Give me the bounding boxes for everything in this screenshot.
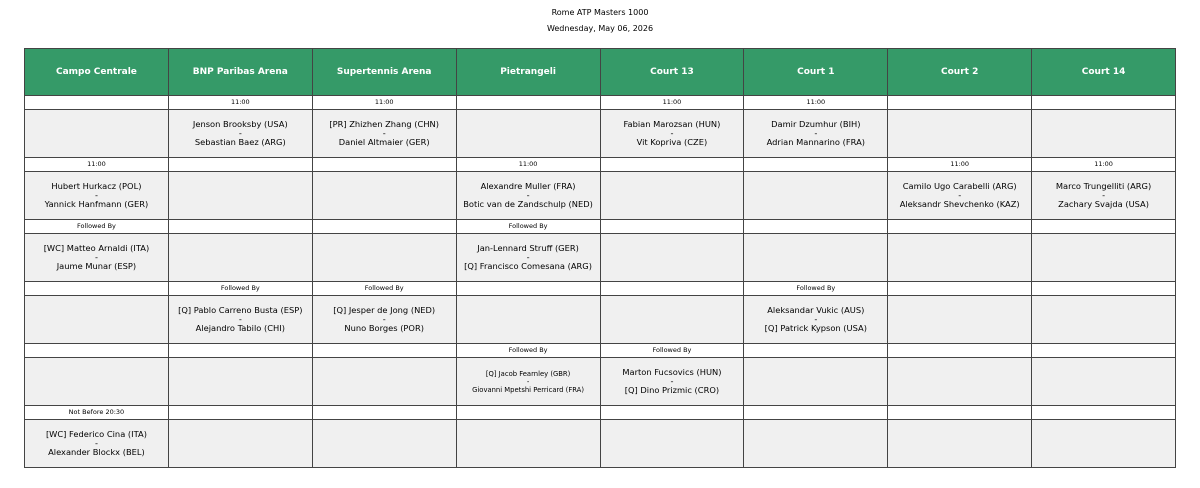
player-two: [Q] Dino Prizmic (CRO) xyxy=(624,385,720,395)
player-two: Alejandro Tabilo (CHI) xyxy=(195,323,285,333)
start-time-label xyxy=(25,96,169,110)
start-time-label xyxy=(600,406,744,420)
start-time-label: Followed By xyxy=(456,220,600,234)
match-separator: - xyxy=(94,190,98,200)
match-separator: - xyxy=(670,376,674,386)
match-row xyxy=(25,358,1176,406)
time-row xyxy=(25,344,1176,358)
player-two: Alexander Blockx (BEL) xyxy=(48,447,145,457)
player-one: Hubert Hurkacz (POL) xyxy=(51,181,142,191)
match-separator: - xyxy=(94,252,98,262)
empty-cell xyxy=(312,234,456,282)
start-time-label: 11:00 xyxy=(600,96,744,110)
empty-cell xyxy=(744,420,888,468)
start-time-label xyxy=(1032,282,1176,296)
player-one: Jenson Brooksby (USA) xyxy=(192,119,288,129)
match-cell xyxy=(456,172,600,220)
match-separator: - xyxy=(814,314,818,324)
empty-cell xyxy=(456,420,600,468)
court-header-bnp-paribas-arena: BNP Paribas Arena xyxy=(168,49,312,96)
match-separator: - xyxy=(526,190,530,200)
match-cell xyxy=(744,110,888,158)
time-row xyxy=(25,220,1176,234)
player-one: Fabian Marozsan (HUN) xyxy=(623,119,721,129)
court-header-court-2: Court 2 xyxy=(888,49,1032,96)
start-time-label xyxy=(168,220,312,234)
player-two: [Q] Patrick Kypson (USA) xyxy=(764,323,867,333)
start-time-label xyxy=(888,282,1032,296)
player-two: Botic van de Zandschulp (NED) xyxy=(463,199,593,209)
match-row xyxy=(25,296,1176,344)
match-cell xyxy=(25,420,169,468)
start-time-label xyxy=(25,282,169,296)
match-row xyxy=(25,172,1176,220)
player-one: [Q] Jacob Fearnley (GBR) xyxy=(485,369,571,378)
player-one: [WC] Matteo Arnaldi (ITA) xyxy=(43,243,150,253)
match-separator: - xyxy=(94,438,98,448)
match-cell xyxy=(312,110,456,158)
order-of-play-table xyxy=(24,48,1176,468)
court-header-court-14: Court 14 xyxy=(1032,49,1176,96)
empty-cell xyxy=(888,296,1032,344)
player-two: Zachary Svajda (USA) xyxy=(1058,199,1149,209)
start-time-label xyxy=(744,406,888,420)
time-row xyxy=(25,96,1176,110)
player-two: Giovanni Mpetshi Perricard (FRA) xyxy=(472,385,584,394)
empty-cell xyxy=(1032,110,1176,158)
start-time-label: Followed By xyxy=(25,220,169,234)
start-time-label xyxy=(1032,406,1176,420)
start-time-label xyxy=(168,158,312,172)
match-cell xyxy=(1032,172,1176,220)
match-cell xyxy=(168,296,312,344)
start-time-label xyxy=(456,282,600,296)
empty-cell xyxy=(888,420,1032,468)
empty-cell xyxy=(456,296,600,344)
start-time-label xyxy=(456,96,600,110)
start-time-label: Followed By xyxy=(312,282,456,296)
empty-cell xyxy=(1032,234,1176,282)
player-one: [Q] Jesper de Jong (NED) xyxy=(333,305,436,315)
empty-cell xyxy=(456,110,600,158)
match-separator: - xyxy=(238,128,242,138)
match-row xyxy=(25,234,1176,282)
match-separator: - xyxy=(526,252,530,262)
empty-cell xyxy=(600,234,744,282)
start-time-label xyxy=(312,344,456,358)
player-one: Jan-Lennard Struff (GER) xyxy=(477,243,579,253)
start-time-label xyxy=(312,158,456,172)
match-cell xyxy=(168,110,312,158)
start-time-label xyxy=(1032,220,1176,234)
empty-cell xyxy=(168,358,312,406)
start-time-label xyxy=(888,96,1032,110)
start-time-label xyxy=(1032,344,1176,358)
match-cell xyxy=(744,296,888,344)
match-separator: - xyxy=(382,314,386,324)
empty-cell xyxy=(25,110,169,158)
player-two: Adrian Mannarino (FRA) xyxy=(766,137,865,147)
empty-cell xyxy=(1032,420,1176,468)
start-time-label xyxy=(888,220,1032,234)
start-time-label: 11:00 xyxy=(744,96,888,110)
empty-cell xyxy=(312,420,456,468)
player-one: [Q] Pablo Carreno Busta (ESP) xyxy=(178,305,303,315)
start-time-label xyxy=(744,158,888,172)
court-header-supertennis-arena: Supertennis Arena xyxy=(312,49,456,96)
start-time-label xyxy=(312,220,456,234)
empty-cell xyxy=(744,358,888,406)
start-time-label: 11:00 xyxy=(888,158,1032,172)
empty-cell xyxy=(600,296,744,344)
start-time-label xyxy=(168,406,312,420)
player-two: Nuno Borges (POR) xyxy=(344,323,424,333)
player-two: Vit Kopriva (CZE) xyxy=(636,137,708,147)
start-time-label: Not Before 20:30 xyxy=(25,406,169,420)
player-two: Yannick Hanfmann (GER) xyxy=(44,199,149,209)
time-row xyxy=(25,158,1176,172)
match-separator: - xyxy=(238,314,242,324)
match-cell xyxy=(25,234,169,282)
match-separator: - xyxy=(670,128,674,138)
start-time-label: Followed By xyxy=(456,344,600,358)
start-time-label: 11:00 xyxy=(25,158,169,172)
player-one: Aleksandar Vukic (AUS) xyxy=(767,305,865,315)
match-separator: - xyxy=(814,128,818,138)
start-time-label xyxy=(312,406,456,420)
empty-cell xyxy=(25,296,169,344)
player-one: [WC] Federico Cina (ITA) xyxy=(45,429,147,439)
match-separator: - xyxy=(958,190,962,200)
match-cell xyxy=(456,234,600,282)
start-time-label xyxy=(600,282,744,296)
schedule-body xyxy=(25,96,1176,468)
tournament-title: Rome ATP Masters 1000 xyxy=(551,8,649,17)
player-one: Damir Dzumhur (BIH) xyxy=(771,119,861,129)
empty-cell xyxy=(888,234,1032,282)
start-time-label: 11:00 xyxy=(312,96,456,110)
start-time-label xyxy=(25,344,169,358)
player-two: [Q] Francisco Comesana (ARG) xyxy=(464,261,592,271)
start-time-label xyxy=(888,344,1032,358)
start-time-label xyxy=(888,406,1032,420)
start-time-label xyxy=(744,220,888,234)
court-header-court-13: Court 13 xyxy=(600,49,744,96)
match-row xyxy=(25,420,1176,468)
start-time-label: 11:00 xyxy=(168,96,312,110)
empty-cell xyxy=(168,234,312,282)
match-separator: - xyxy=(382,128,386,138)
player-two: Sebastian Baez (ARG) xyxy=(194,137,286,147)
match-cell xyxy=(600,358,744,406)
start-time-label xyxy=(168,344,312,358)
match-separator: - xyxy=(1102,190,1106,200)
match-separator: - xyxy=(526,377,530,386)
start-time-label xyxy=(744,344,888,358)
empty-cell xyxy=(744,234,888,282)
court-header-court-1: Court 1 xyxy=(744,49,888,96)
empty-cell xyxy=(312,358,456,406)
court-header-campo-centrale: Campo Centrale xyxy=(25,49,169,96)
match-cell xyxy=(25,172,169,220)
match-row xyxy=(25,110,1176,158)
empty-cell xyxy=(1032,296,1176,344)
start-time-label xyxy=(456,406,600,420)
empty-cell xyxy=(600,172,744,220)
match-cell xyxy=(600,110,744,158)
start-time-label: 11:00 xyxy=(1032,158,1176,172)
empty-cell xyxy=(600,420,744,468)
start-time-label xyxy=(1032,96,1176,110)
empty-cell xyxy=(744,172,888,220)
empty-cell xyxy=(888,358,1032,406)
time-row xyxy=(25,282,1176,296)
player-two: Daniel Altmaier (GER) xyxy=(338,137,430,147)
start-time-label: Followed By xyxy=(600,344,744,358)
time-row xyxy=(25,406,1176,420)
start-time-label: Followed By xyxy=(168,282,312,296)
start-time-label xyxy=(600,158,744,172)
empty-cell xyxy=(888,110,1032,158)
player-one: Marton Fucsovics (HUN) xyxy=(622,367,722,377)
match-cell xyxy=(312,296,456,344)
schedule-date: Wednesday, May 06, 2026 xyxy=(546,24,654,33)
player-one: Alexandre Muller (FRA) xyxy=(480,181,576,191)
empty-cell xyxy=(168,172,312,220)
player-two: Aleksandr Shevchenko (KAZ) xyxy=(899,199,1020,209)
match-cell xyxy=(456,358,600,406)
empty-cell xyxy=(25,358,169,406)
start-time-label: 11:00 xyxy=(456,158,600,172)
start-time-label xyxy=(600,220,744,234)
player-one: [PR] Zhizhen Zhang (CHN) xyxy=(329,119,440,129)
start-time-label: Followed By xyxy=(744,282,888,296)
match-cell xyxy=(888,172,1032,220)
court-header-pietrangeli: Pietrangeli xyxy=(456,49,600,96)
court-header-row xyxy=(25,49,1176,96)
player-two: Jaume Munar (ESP) xyxy=(56,261,137,271)
empty-cell xyxy=(1032,358,1176,406)
empty-cell xyxy=(312,172,456,220)
player-one: Camilo Ugo Carabelli (ARG) xyxy=(902,181,1017,191)
empty-cell xyxy=(168,420,312,468)
player-one: Marco Trungelliti (ARG) xyxy=(1055,181,1152,191)
